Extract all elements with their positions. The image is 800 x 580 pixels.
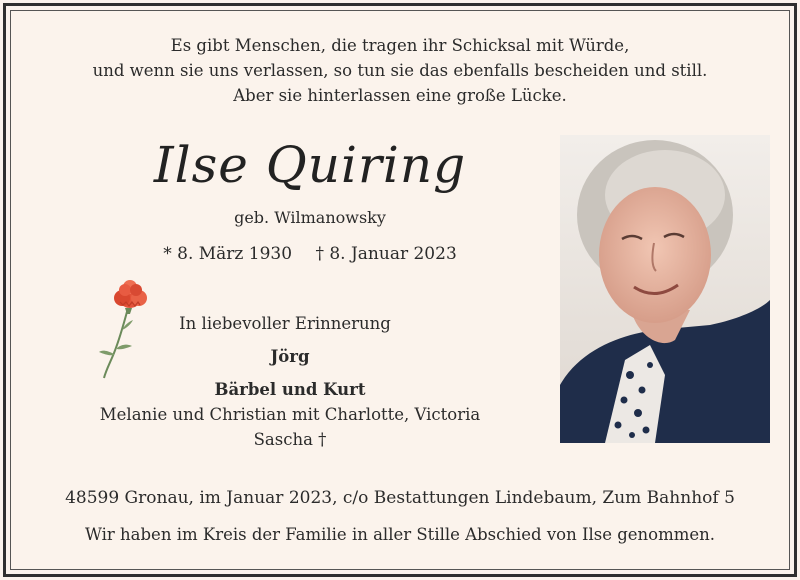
birth-name: geb. Wilmanowsky <box>234 208 386 227</box>
memory-intro: In liebevoller Erinnerung <box>179 314 391 333</box>
mourner-sascha: Sascha † <box>253 430 327 449</box>
birth-date: * 8. März 1930 <box>163 244 293 264</box>
life-dates <box>120 244 500 264</box>
death-date: † 8. Januar 2023 <box>315 244 457 264</box>
closing-line: Wir haben im Kreis der Familie in aller Stille Abschied von Ilse genommen. <box>84 525 716 544</box>
address-line: 48599 Gronau, im Januar 2023, c/o Bestattungen Lindebaum, Zum Bahnhof 5 <box>65 488 735 508</box>
quote-line-3: Aber sie hinterlassen eine große Lücke. <box>233 86 567 105</box>
quote-line-2: und wenn sie uns verlassen, so tun sie das ebenfalls bescheiden und still. <box>92 61 708 80</box>
quote-block <box>0 33 800 108</box>
mourner-grandchildren: Melanie und Christian mit Charlotte, Victoria <box>99 405 481 424</box>
deceased-name: Ilse Quiring <box>153 136 467 194</box>
mourners-list <box>60 344 520 452</box>
mourner-jorg: Jörg <box>270 347 310 366</box>
quote-line-1: Es gibt Menschen, die tragen ihr Schicksal mit Würde, <box>170 36 630 55</box>
portrait-photo <box>560 135 770 443</box>
mourner-barbel-kurt: Bärbel und Kurt <box>214 380 366 399</box>
